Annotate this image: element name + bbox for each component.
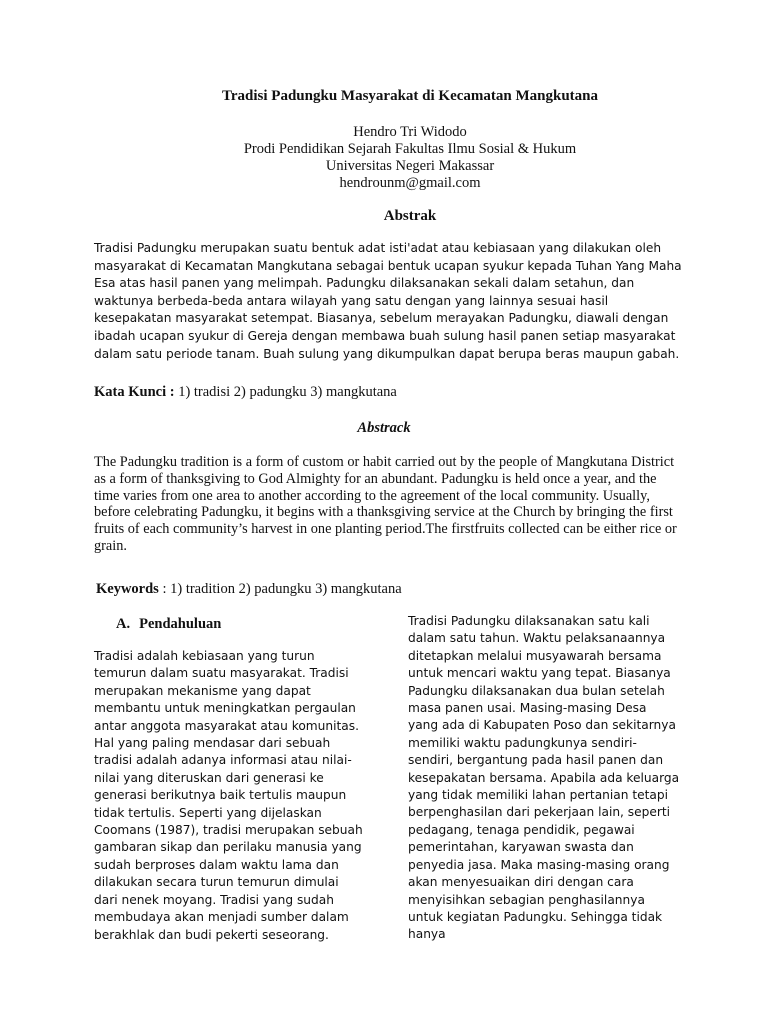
section-title: Pendahuluan (139, 616, 222, 632)
right-column (408, 613, 680, 944)
left-column (94, 616, 366, 944)
right-column-paragraph: Tradisi Padungku dilaksanakan satu kali dalam satu tahun. Waktu pelaksanaannya ditetapkan melalui musyawarah bersama untuk mencari waktu yang tepat. Biasanya Padungku dilaksanakan dua bulan setelah masa panen usai. Masing-masing Desa yang ada di Kabupaten Poso dan sekitarnya memiliki waktu padungkunya sendiri-sendiri, bergantung pada hasil panen dan kesepakatan bersama. Apabila ada keluarga yang tidak memiliki lahan pertanian tetapi berpenghasilan dari pekerjaan lain, seperti pedagang, tenaga pendidik, pegawai pemerintahan, karyawan swasta dan penyedia jasa. Maka masing-masing orang akan menyesuaikan diri dengan cara menyisihkan sebagian penghasilannya untuk kegiatan Padungku. Sehingga tidak hanya (408, 614, 680, 942)
section-number: A. (116, 616, 131, 632)
author-name: Hendro Tri Widodo (353, 124, 467, 140)
section-heading (116, 616, 366, 633)
left-column-paragraph: Tradisi adalah kebiasaan yang turun temurun dalam suatu masyarakat. Tradisi merupakan mekanisme yang dapat membantu untuk meningkatkan pergaulan antar anggota masyarakat atau komunitas. Hal yang paling mendasar dari sebuah tradisi adalah adanya informasi atau nilai-nilai yang diteruskan dari generasi ke generasi berikutnya baik tertulis maupun tidak tertulis. Seperti yang dijelaskan Coomans (1987), tradisi merupakan sebuah gambaran sikap dan perilaku manusia yang sudah berproses dalam waktu lama dan dilakukan secara turun temurun dimulai dari nenek moyang. Tradisi yang sudah membudaya akan menjadi sumber dalam berakhlak dan budi pekerti seseorang. (94, 649, 363, 942)
author-university: Universitas Negeri Makassar (325, 158, 495, 174)
kata-kunci-value: 1) tradisi 2) padungku 3) mangkutana (174, 384, 397, 400)
author-block (0, 124, 768, 192)
author-program: Prodi Pendidikan Sejarah Fakultas Ilmu Sosial & Hukum (243, 141, 577, 157)
abstrak-heading: Abstrak (383, 208, 437, 224)
abstrak-body: Tradisi Padungku merupakan suatu bentuk adat isti'adat atau kebiasaan yang dilakukan oleh masyarakat di Kecamatan Mangkutana sebagai bentuk ucapan syukur kepada Tuhan Yang Maha Esa atas hasil panen yang melimpah. Padungku dilaksanakan sekali dalam setahun, dan waktunya berbeda-beda antara wilayah yang satu dengan yang lainnya sesuai hasil kesepakatan masyarakat setempat. Biasanya, sebelum merayakan Padungku, diawali dengan ibadah ucapan syukur di Gereja dengan membawa buah sulung hasil panen setiap masyarakat dalam satu periode tanam. Buah sulung yang dikumpulkan dapat berupa beras maupun gabah. (94, 241, 682, 361)
paper-title: Tradisi Padungku Masyarakat di Kecamatan Mangkutana (221, 88, 599, 104)
keywords-label: Keywords (96, 581, 159, 597)
author-email: hendrounm@gmail.com (339, 175, 481, 191)
abstrack-heading: Abstrack (357, 420, 411, 436)
abstrack-body: The Padungku tradition is a form of custom or habit carried out by the people of Mangkutana District as a form of thanksgiving to God Almighty for an abundant. Padungku is held once a year, and the time varies from one area to another according to the agreement of the local community. Usually, before celebrating Padungku, it begins with a thanksgiving service at the Church by bringing the first fruits of each community’s harvest in one planting period.The firstfruits collected can be either rice or grain. (94, 454, 677, 554)
keywords (96, 581, 696, 598)
kata-kunci (94, 384, 694, 401)
kata-kunci-label: Kata Kunci : (94, 384, 175, 400)
keywords-value: : 1) tradition 2) padungku 3) mangkutana (162, 581, 402, 597)
